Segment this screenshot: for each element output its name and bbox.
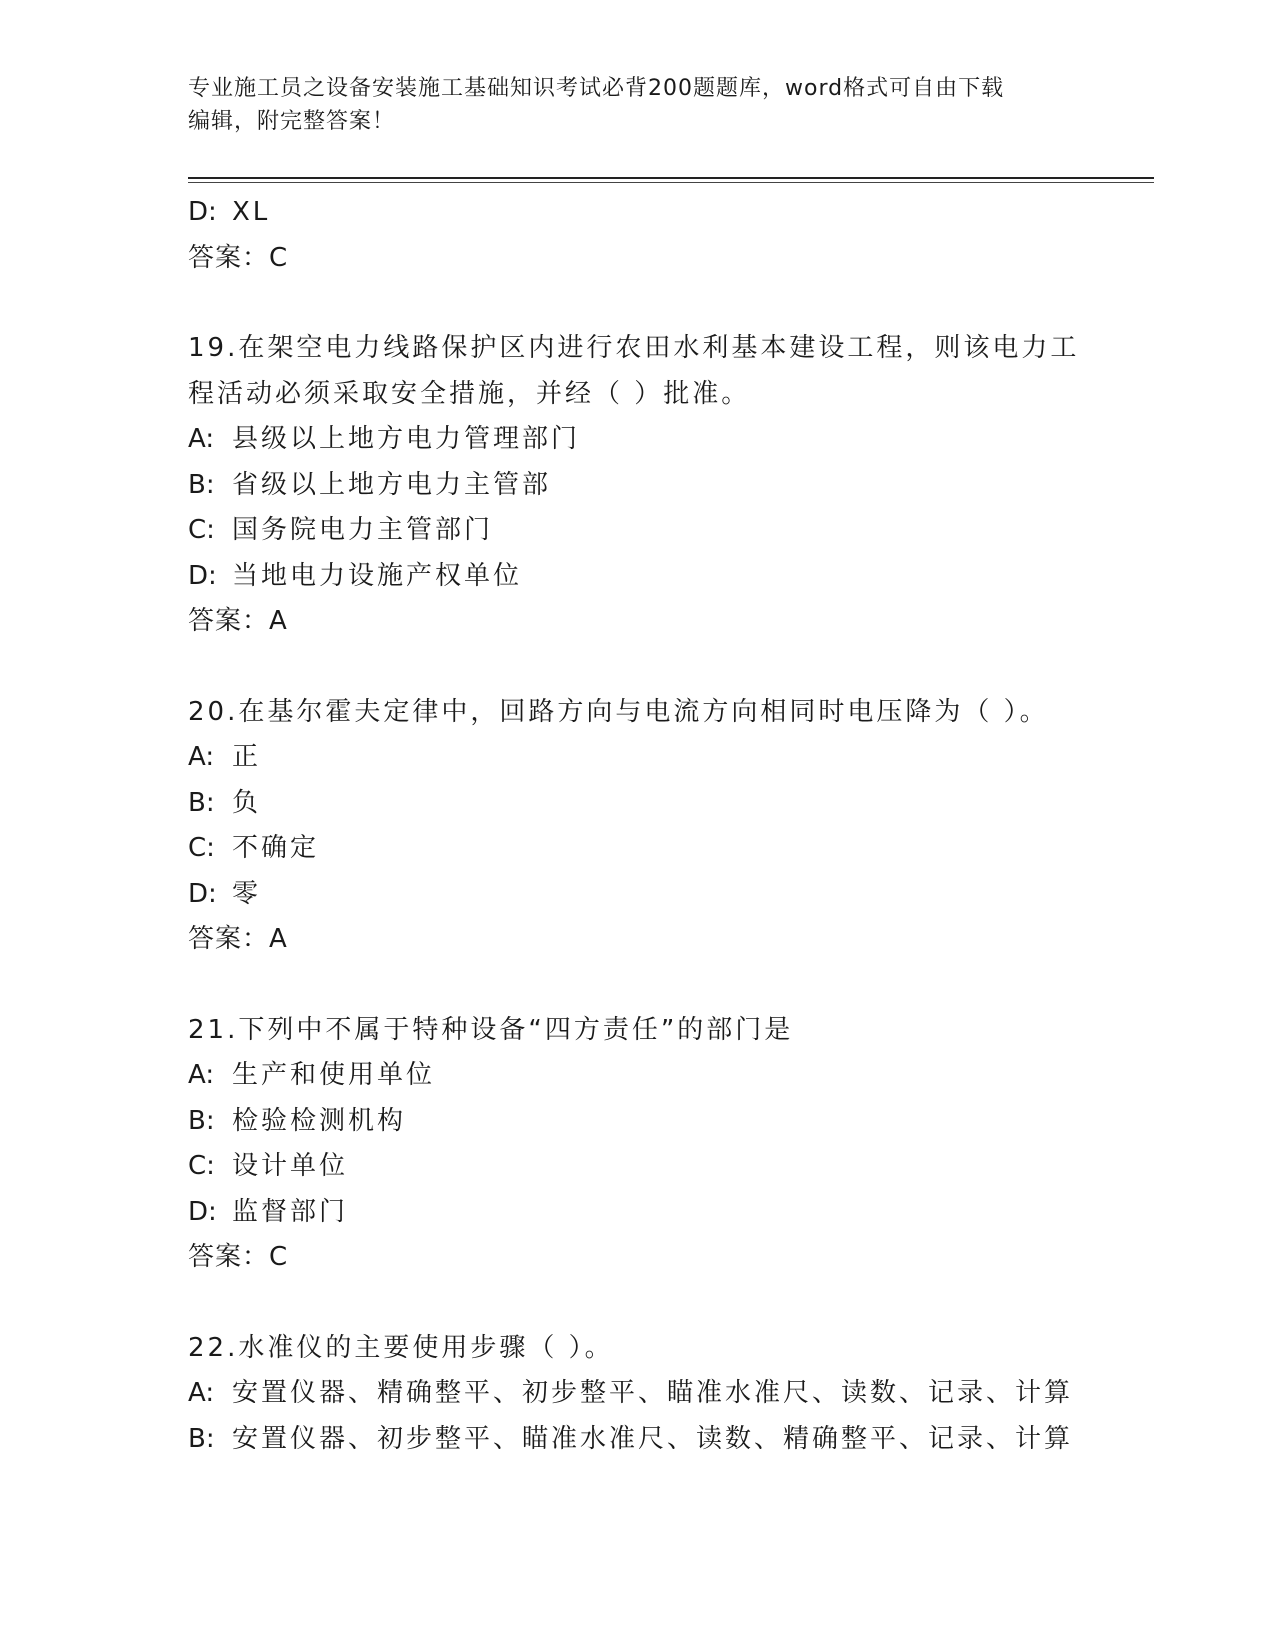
header-line-2: 编辑，附完整答案！ (188, 109, 396, 134)
option-text: 省级以上地方电力主管部 (232, 469, 552, 500)
option-a (188, 417, 1088, 463)
option-a (188, 1371, 1088, 1417)
header-line-1: 专业施工员之设备安装施工基础知识考试必背200题题库，word格式可自由下载 (188, 76, 1005, 101)
option-d (188, 872, 1088, 918)
question-list (188, 190, 1088, 1462)
option-a (188, 735, 1088, 781)
question-line: 22.水准仪的主要使用步骤（ ）。 (188, 1332, 614, 1363)
option-label: B: (188, 1423, 215, 1454)
option-text: 监督部门 (232, 1196, 349, 1227)
option-text: 当地电力设施产权单位 (232, 560, 523, 591)
option-label: B: (188, 1105, 215, 1136)
spacer (188, 963, 1088, 1008)
spacer (188, 1281, 1088, 1326)
option-b (188, 1099, 1088, 1145)
option-label: C: (188, 515, 215, 545)
question-21-stem (188, 1008, 1088, 1054)
option-label: D: (188, 1196, 217, 1227)
option-label: D: (188, 197, 217, 227)
option-d (188, 190, 1088, 236)
header-divider-thin (188, 182, 1154, 183)
header-divider-thick (188, 177, 1154, 179)
option-text: 检验检测机构 (232, 1105, 407, 1136)
option-label: A: (188, 1060, 215, 1090)
option-text: 县级以上地方电力管理部门 (232, 424, 581, 454)
option-text: 零 (232, 878, 262, 909)
option-c (188, 508, 1088, 554)
option-text: 生产和使用单位 (232, 1060, 436, 1090)
option-c (188, 826, 1088, 872)
option-d (188, 1190, 1088, 1236)
spacer (188, 281, 1088, 326)
option-text: 不确定 (232, 833, 320, 863)
option-label: A: (188, 742, 215, 772)
option-label: C: (188, 1151, 215, 1181)
answer-line: 答案：A (188, 606, 288, 636)
option-text: 负 (232, 787, 262, 818)
answer-line: 答案：C (188, 1242, 289, 1272)
option-label: A: (188, 424, 215, 454)
option-b (188, 781, 1088, 827)
option-text: 安置仪器、初步整平、瞄准水准尺、读数、精确整平、记录、计算 (232, 1423, 1074, 1454)
option-label: B: (188, 469, 215, 500)
question-line: 19.在架空电力线路保护区内进行农田水利基本建设工程，则该电力工 (188, 333, 1080, 363)
option-label: C: (188, 833, 215, 863)
option-text: 正 (232, 742, 262, 772)
answer-line: 答案：C (188, 242, 289, 273)
question-20-stem (188, 690, 1088, 736)
option-label: D: (188, 878, 217, 909)
option-c (188, 1144, 1088, 1190)
option-label: D: (188, 560, 217, 591)
option-text: XL (232, 197, 271, 227)
option-label: A: (188, 1378, 215, 1408)
option-b (188, 463, 1088, 509)
answer-line: 答案：A (188, 924, 288, 954)
option-d (188, 554, 1088, 600)
question-line: 20.在基尔霍夫定律中，回路方向与电流方向相同时电压降为（ ）。 (188, 696, 1049, 727)
question-22-stem (188, 1326, 1088, 1372)
option-label: B: (188, 787, 215, 818)
option-text: 安置仪器、精确整平、初步整平、瞄准水准尺、读数、记录、计算 (232, 1378, 1074, 1408)
question-line: 21.下列中不属于特种设备“四方责任”的部门是 (188, 1014, 794, 1045)
option-text: 设计单位 (232, 1151, 349, 1181)
question-line: 程活动必须采取安全措施，并经（ ）批准。 (188, 378, 751, 409)
document-header (188, 72, 1068, 138)
spacer (188, 645, 1088, 690)
option-b (188, 1417, 1088, 1463)
option-a (188, 1053, 1088, 1099)
question-19-stem (188, 326, 1088, 417)
option-text: 国务院电力主管部门 (232, 515, 494, 545)
